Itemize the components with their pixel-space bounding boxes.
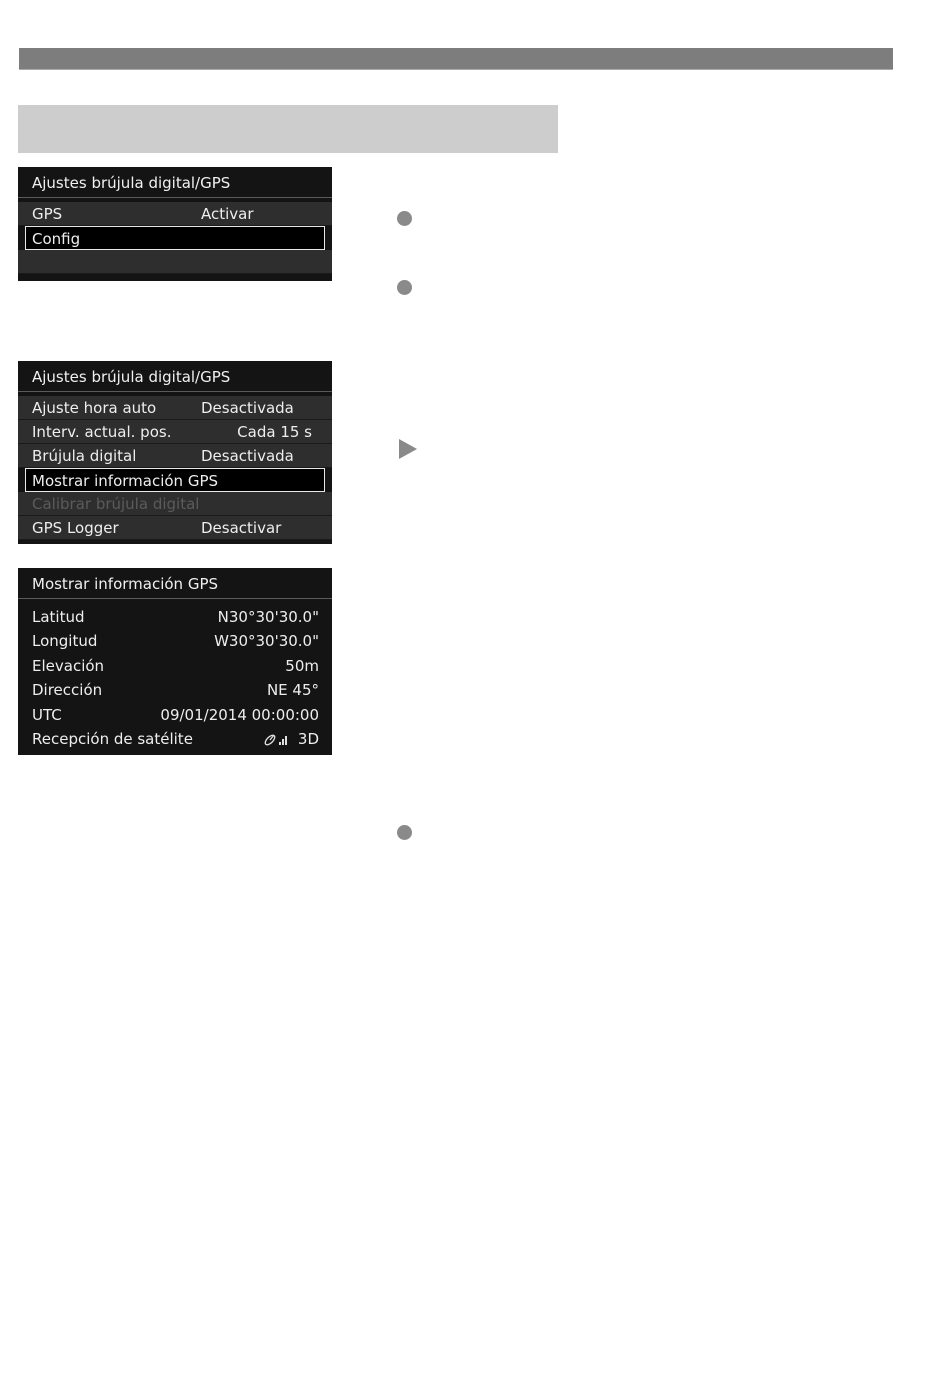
info-value: NE 45° — [266, 681, 319, 700]
menu-item-value: Desactivada — [201, 447, 294, 465]
bullet-icon — [397, 280, 412, 295]
screen-title: Mostrar información GPS — [18, 568, 332, 599]
menu-item-config[interactable] — [25, 226, 325, 250]
menu-item-empty — [18, 250, 332, 274]
chapter-header-bar — [19, 48, 893, 70]
info-value: W30°30'30.0" — [214, 632, 319, 651]
satellite-fix-mode: 3D — [297, 729, 319, 748]
satellite-signal-icon — [262, 731, 290, 747]
info-row-utc — [18, 703, 332, 727]
info-label: Elevación — [32, 656, 105, 675]
info-label: UTC — [32, 705, 62, 724]
camera-screen-gps-settings — [18, 167, 332, 281]
arrow-right-icon — [399, 439, 417, 459]
info-row-direction — [18, 678, 332, 702]
menu-item-label: Ajuste hora auto — [32, 399, 157, 417]
info-label: Longitud — [32, 632, 98, 651]
menu-item-label: Interv. actual. pos. — [32, 423, 172, 441]
menu-item-gps-logger[interactable] — [18, 516, 332, 540]
menu-item-label: GPS — [32, 205, 63, 223]
bullet-icon — [397, 825, 412, 840]
menu-item-auto-time[interactable] — [18, 396, 332, 420]
menu-item-value: Desactivada — [201, 399, 294, 417]
info-label: Dirección — [32, 681, 103, 700]
menu-item-label: Config — [32, 230, 81, 248]
screen-title: Ajustes brújula digital/GPS — [18, 167, 332, 198]
menu-item-calibrate-compass — [18, 492, 332, 516]
info-row-elevation — [18, 654, 332, 678]
camera-screen-gps-info — [18, 568, 332, 755]
camera-screen-gps-config — [18, 361, 332, 544]
menu-item-label: Brújula digital — [32, 447, 137, 465]
info-row-satellite — [18, 727, 332, 751]
info-value: 50m — [285, 656, 319, 675]
screen-title: Ajustes brújula digital/GPS — [18, 361, 332, 392]
menu-item-position-interval[interactable] — [18, 420, 332, 444]
info-value-group — [262, 727, 319, 751]
section-title-band — [18, 105, 558, 153]
info-value: 09/01/2014 00:00:00 — [160, 705, 319, 724]
info-row-longitude — [18, 629, 332, 653]
menu-item-digital-compass[interactable] — [18, 444, 332, 468]
menu-item-gps[interactable] — [18, 202, 332, 226]
info-value: N30°30'30.0" — [217, 608, 319, 626]
info-row-latitude — [18, 605, 332, 629]
info-label: Latitud — [32, 608, 85, 626]
menu-item-show-gps-info[interactable] — [25, 468, 325, 492]
info-label: Recepción de satélite — [32, 729, 193, 748]
menu-item-label: Mostrar información GPS — [32, 472, 219, 490]
menu-item-value: Activar — [201, 205, 254, 223]
bullet-icon — [397, 211, 412, 226]
menu-item-value: Desactivar — [201, 519, 282, 537]
menu-item-label: GPS Logger — [32, 519, 119, 537]
menu-item-label: Calibrar brújula digital — [32, 495, 200, 513]
menu-item-value: Cada 15 s — [237, 423, 312, 441]
